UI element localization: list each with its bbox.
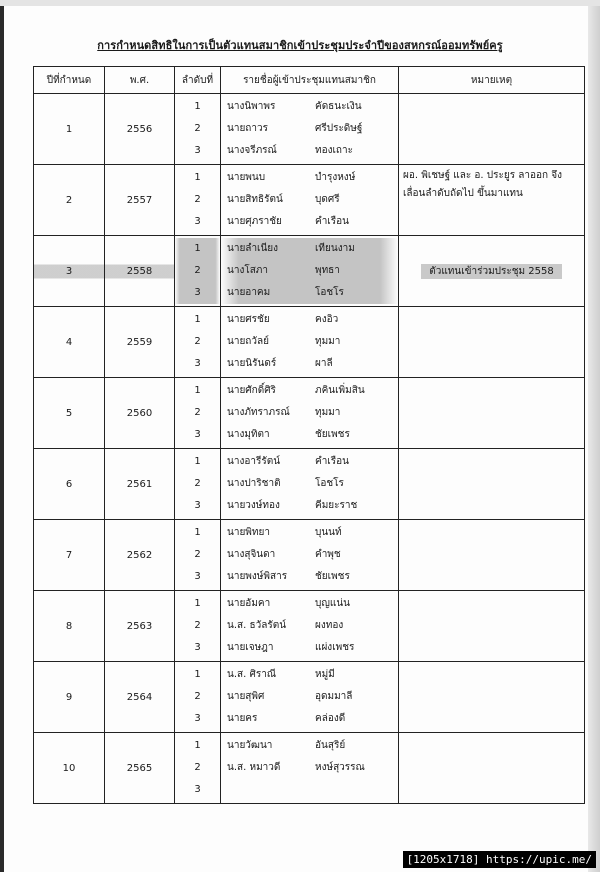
order-number: 1 — [194, 385, 201, 396]
last-name: ภคินเพิ่มสิน — [315, 385, 365, 396]
order-number: 2 — [194, 549, 201, 560]
representative-name — [221, 522, 398, 544]
cell-year-no: 2 — [34, 165, 105, 236]
cell-be-year: 2560 — [105, 378, 175, 449]
order-number: 1 — [194, 101, 201, 112]
cell-remark — [399, 662, 585, 733]
representative-name — [221, 353, 398, 375]
cell-year-no: 4 — [34, 307, 105, 378]
representative-name — [221, 637, 398, 659]
cell-names — [221, 662, 399, 733]
last-name: อันสุริย์ — [315, 740, 346, 751]
first-name: นายศักดิ์ศิริ — [227, 385, 276, 396]
last-name: หมู่มี — [315, 669, 335, 680]
representative-name — [221, 686, 398, 708]
table-row — [34, 307, 585, 378]
first-name: นายอัมคา — [227, 598, 271, 609]
representatives-table — [33, 66, 585, 804]
order-number: 1 — [194, 527, 201, 538]
order-number: 2 — [194, 123, 201, 134]
order-number: 3 — [194, 713, 201, 724]
first-name: นางภัทราภรณ์ — [227, 407, 290, 418]
representative-name — [221, 615, 398, 637]
cell-be-year: 2564 — [105, 662, 175, 733]
header-be-year: พ.ศ. — [105, 67, 175, 94]
representative-name — [221, 238, 398, 260]
cell-be-year: 2565 — [105, 733, 175, 804]
cell-orders — [175, 165, 221, 236]
representative-name — [221, 708, 398, 730]
last-name: ทองเถาะ — [315, 145, 353, 156]
first-name: นางสุจินดา — [227, 549, 276, 560]
representative-name — [221, 118, 398, 140]
cell-names — [221, 449, 399, 520]
last-name: คำเรือน — [315, 456, 349, 467]
cell-names — [221, 165, 399, 236]
cell-be-year: 2559 — [105, 307, 175, 378]
last-name: คัดธนะเงิน — [315, 101, 362, 112]
table-row — [34, 591, 585, 662]
cell-be-year: 2561 — [105, 449, 175, 520]
last-name: หงษ์สุวรรณ — [315, 762, 365, 773]
cell-remark — [399, 520, 585, 591]
cell-names — [221, 307, 399, 378]
cell-orders — [175, 378, 221, 449]
order-number: 1 — [194, 172, 201, 183]
representative-name — [221, 544, 398, 566]
order-number: 2 — [194, 478, 201, 489]
last-name: บุนนท์ — [315, 527, 342, 538]
order-number: 3 — [194, 216, 201, 227]
first-name: น.ส. ธวัลรัตน์ — [227, 620, 287, 631]
representative-name — [221, 593, 398, 615]
cell-orders — [175, 236, 221, 307]
last-name: ชัยเพชร — [315, 429, 350, 440]
first-name: นางมุทิตา — [227, 429, 270, 440]
cell-orders — [175, 449, 221, 520]
table-row — [34, 733, 585, 804]
order-number: 3 — [175, 282, 220, 304]
representative-name — [221, 167, 398, 189]
order-number: 3 — [194, 642, 201, 653]
first-name: นายเจษฎา — [227, 642, 274, 653]
last-name: คงอิว — [315, 314, 339, 325]
first-name: นางปาริชาติ — [227, 478, 281, 489]
cell-names — [221, 520, 399, 591]
cell-names — [221, 94, 399, 165]
representative-name — [221, 380, 398, 402]
header-names: รายชื่อผู้เข้าประชุมแทนสมาชิก — [221, 67, 399, 94]
last-name: ทุมมา — [315, 407, 341, 418]
table-row — [34, 520, 585, 591]
cell-be-year: 2557 — [105, 165, 175, 236]
header-order: ลำดับที่ — [175, 67, 221, 94]
cell-year-no: 8 — [34, 591, 105, 662]
table-row — [34, 662, 585, 733]
last-name: เทียนงาม — [315, 243, 355, 254]
cell-orders — [175, 94, 221, 165]
representative-name — [221, 473, 398, 495]
representative-name — [221, 140, 398, 162]
table-row — [34, 236, 585, 307]
first-name: นายพนบ — [227, 172, 266, 183]
representative-name — [221, 779, 398, 801]
last-name: โอชโร — [315, 478, 344, 489]
first-name: นายลำเนียง — [227, 243, 279, 254]
first-name: นายวัฒนา — [227, 740, 273, 751]
first-name: นายพิทยา — [227, 527, 270, 538]
cell-be-year: 2558 — [105, 236, 175, 307]
last-name: บำรุงหงษ์ — [315, 172, 356, 183]
order-number: 2 — [194, 691, 201, 702]
cell-orders — [175, 733, 221, 804]
order-number: 1 — [194, 669, 201, 680]
first-name: นายสุพิศ — [227, 691, 265, 702]
last-name: พุทธา — [315, 265, 340, 276]
table-row — [34, 165, 585, 236]
cell-year-no: 3 — [34, 236, 105, 307]
order-number: 1 — [194, 456, 201, 467]
first-name: นายคร — [227, 713, 258, 724]
first-name: นายศรชัย — [227, 314, 270, 325]
last-name: คีมยะราช — [315, 500, 358, 511]
scan-edge-right — [588, 0, 600, 872]
cell-names — [221, 378, 399, 449]
representative-name — [221, 495, 398, 517]
cell-remark — [399, 591, 585, 662]
representative-name — [221, 757, 398, 779]
representative-name — [221, 402, 398, 424]
cell-remark — [399, 449, 585, 520]
representative-name — [221, 96, 398, 118]
cell-remark — [399, 733, 585, 804]
last-name: ผงทอง — [315, 620, 344, 631]
order-number: 2 — [175, 260, 220, 282]
order-number: 2 — [194, 620, 201, 631]
last-name: ศรีประดิษฐ์ — [315, 123, 363, 134]
cell-remark — [399, 165, 585, 236]
representative-name — [221, 664, 398, 686]
scan-edge-left — [0, 0, 4, 872]
cell-remark — [399, 378, 585, 449]
representative-name — [221, 451, 398, 473]
last-name: โอชโร — [315, 287, 344, 298]
first-name: นายพงษ์พิสาร — [227, 571, 288, 582]
cell-names — [221, 591, 399, 662]
first-name: นางนิพาพร — [227, 101, 276, 112]
representative-name — [221, 309, 398, 331]
cell-remark — [399, 307, 585, 378]
last-name: คำพุช — [315, 549, 341, 560]
remark-text: ตัวแทนเข้าร่วมประชุม 2558 — [421, 264, 562, 279]
order-number: 3 — [194, 784, 201, 795]
order-number: 2 — [194, 407, 201, 418]
cell-year-no: 1 — [34, 94, 105, 165]
last-name: แผ่งเพชร — [315, 642, 355, 653]
order-number: 1 — [194, 314, 201, 325]
image-size-tag: [1205x1718] https://upic.me/ — [403, 851, 596, 868]
first-name: นางอารีรัตน์ — [227, 456, 281, 467]
order-number: 1 — [194, 740, 201, 751]
cell-orders — [175, 591, 221, 662]
last-name: คำเรือน — [315, 216, 349, 227]
first-name: น.ส. ศิราณี — [227, 669, 277, 680]
table-header-row — [34, 67, 585, 94]
last-name: ทุมมา — [315, 336, 341, 347]
last-name: บุดศรี — [315, 194, 340, 205]
representative-name — [221, 211, 398, 233]
order-number: 1 — [175, 238, 220, 260]
representative-name — [221, 735, 398, 757]
last-name: คล่องดี — [315, 713, 346, 724]
cell-orders — [175, 307, 221, 378]
header-remarks: หมายเหตุ — [399, 67, 585, 94]
first-name: น.ส. หมาวดี — [227, 762, 281, 773]
cell-year-no: 10 — [34, 733, 105, 804]
representative-name — [221, 189, 398, 211]
first-name: นายถาวร — [227, 123, 268, 134]
order-number: 2 — [194, 336, 201, 347]
order-number: 2 — [194, 194, 201, 205]
cell-names — [221, 236, 399, 307]
first-name: นายสิทธิรัตน์ — [227, 194, 283, 205]
cell-names — [221, 733, 399, 804]
cell-year-no: 9 — [34, 662, 105, 733]
header-year-no: ปีที่กำหนด — [34, 67, 105, 94]
cell-be-year: 2562 — [105, 520, 175, 591]
first-name: นายวงษ์ทอง — [227, 500, 280, 511]
table-row — [34, 94, 585, 165]
first-name: นายถวัลย์ — [227, 336, 269, 347]
cell-remark — [399, 236, 585, 307]
first-name: นางโสภา — [227, 265, 269, 276]
last-name: ชัยเพชร — [315, 571, 350, 582]
cell-remark — [399, 94, 585, 165]
last-name: อุดมมาลี — [315, 691, 353, 702]
order-number: 3 — [194, 145, 201, 156]
order-number: 3 — [194, 500, 201, 511]
order-number: 2 — [194, 762, 201, 773]
first-name: นายศุภราชัย — [227, 216, 282, 227]
cell-orders — [175, 520, 221, 591]
representative-name — [221, 260, 398, 282]
table-row — [34, 449, 585, 520]
cell-be-year: 2563 — [105, 591, 175, 662]
remark-text: ผอ. พิเชษฐ์ และ อ. ประยูร ลาออก จึงเลื่อนลำดับถัดไป ขึ้นมาแทน — [403, 170, 563, 199]
order-number: 3 — [194, 571, 201, 582]
cell-year-no: 7 — [34, 520, 105, 591]
order-number: 1 — [194, 598, 201, 609]
order-number: 3 — [194, 358, 201, 369]
cell-orders — [175, 662, 221, 733]
last-name: ผาลี — [315, 358, 333, 369]
cell-year-no: 5 — [34, 378, 105, 449]
first-name: นายนิรันดร์ — [227, 358, 277, 369]
representative-name — [221, 566, 398, 588]
representative-name — [221, 282, 398, 304]
representative-name — [221, 331, 398, 353]
cell-year-no: 6 — [34, 449, 105, 520]
first-name: นายอาคม — [227, 287, 271, 298]
first-name: นางจรีภรณ์ — [227, 145, 277, 156]
representative-name — [221, 424, 398, 446]
order-number: 3 — [194, 429, 201, 440]
last-name: บุญแน่น — [315, 598, 350, 609]
table-row — [34, 378, 585, 449]
scan-edge-top — [0, 0, 600, 6]
document-title: การกำหนดสิทธิในการเป็นตัวแทนสมาชิกเข้าประชุมประจำปีของสหกรณ์ออมทรัพย์ครู — [97, 39, 503, 52]
cell-be-year: 2556 — [105, 94, 175, 165]
